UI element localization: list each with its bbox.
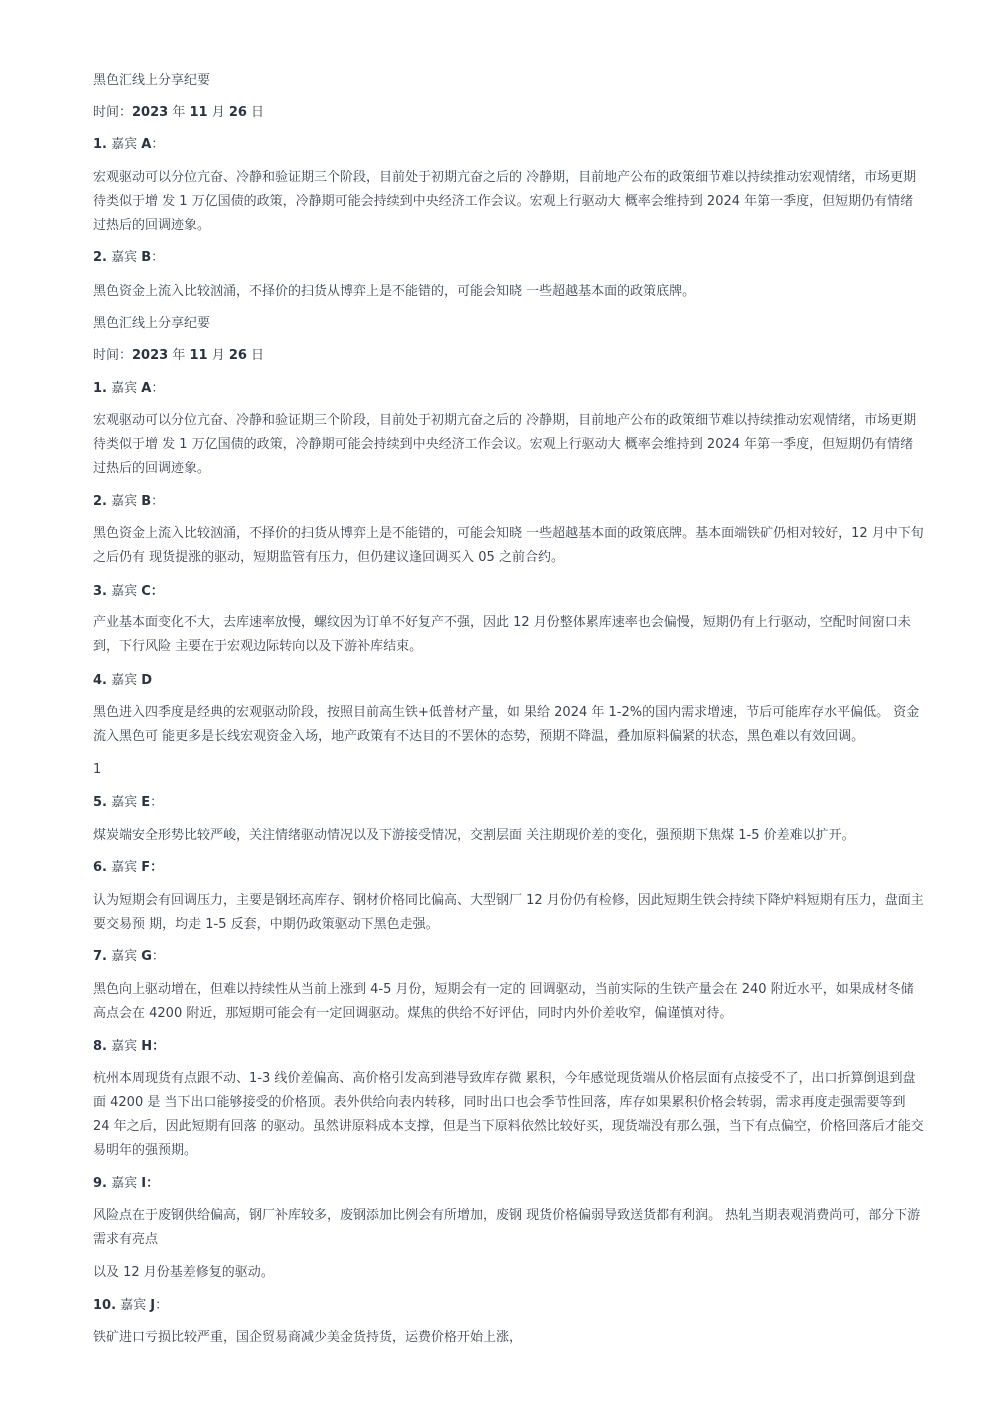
guest-paragraph: 黑色资金上流入比较汹涌，不择价的扫货从博弈上是不能错的，可能会知晓 一些超越基本面的政策底牌。基本面端铁矿仍相对较好，12 月中下旬 之后仍有 现货提涨的驱动，短期监管有压力，但仍建议逢回调买入 05 之前合约。 [93,526,924,565]
guest-heading: 2. 嘉宾 B： [93,250,165,265]
guest-paragraph: 风险点在于废钢供给偏高，钢厂补库较多，废钢添加比例会有所增加，废钢 现货价格偏弱导致送货都有利润。 热轧当期表观消费尚可，部分下游 需求有亮点 [93,1208,921,1247]
guest-heading: 3. 嘉宾 C： [93,584,164,599]
guest-heading: 1. 嘉宾 A： [93,137,165,152]
guest-heading: 10. 嘉宾 J： [93,1298,169,1313]
doc-date: 时间：2023 年 11 月 26 日 [93,105,265,120]
guest-paragraph: 产业基本面变化不大，去库速率放慢，螺纹因为订单不好复产不强，因此 12 月份整体累库速率也会偏慢，短期仍有上行驱动，空配时间窗口未 到，下行风险 主要在于宏观边际转向以及下游补库结束。 [93,615,911,654]
guest-paragraph: 杭州本周现货有点跟不动、1-3 线价差偏高、高价格引发高到港导致库存微 累积，今年感觉现货端从价格层面有点接受不了，出口折算倒退到盘 面 4200 是 当下出口能够接受的价格顶。表外供给向表内转移，同时出口也会季节性回落，库存如果累积价格会转弱，需求再度走强需要等到 24 年之后，因此短期有回落 的驱动。虽然讲原料成本支撑，但是当下原料依然比较好买，现货端没有那么强，当下有点偏空，价格回落后才能交 易明年的强预期。 [93,1071,924,1158]
guest-heading: 2. 嘉宾 B： [93,494,165,509]
guest-heading: 9. 嘉宾 I： [93,1176,160,1191]
guest-paragraph: 以及 12 月份基差修复的驱动。 [93,1265,274,1280]
guest-heading: 8. 嘉宾 H： [93,1039,166,1054]
doc-date: 时间：2023 年 11 月 26 日 [93,348,265,363]
guest-paragraph: 黑色向上驱动增在，但难以持续性从当前上涨到 4-5 月份，短期会有一定的 回调驱动，当前实际的生铁产量会在 240 附近水平，如果成材冬储 高点会在 4200 附近，那短期可能会有一定回调驱动。煤焦的供给不好评估，同时内外价差收窄，偏谨慎对待。 [93,982,914,1021]
guest-paragraph: 宏观驱动可以分位亢奋、冷静和验证期三个阶段，目前处于初期亢奋之后的 冷静期，目前地产公布的政策细节难以持续推动宏观情绪，市场更期 待类似于增 发 1 万亿国债的政策，冷静期可能会持续到中央经济工作会议。宏观上行驱动大 概率会维持到 2024 年第一季度，但短期仍有情绪 过热后的回调迹象。 [93,413,917,476]
guest-heading: 5. 嘉宾 E： [93,795,164,810]
guest-paragraph: 铁矿进口亏损比较严重，国企贸易商减少美金货持货，运费价格开始上涨， [93,1330,523,1345]
guest-heading: 6. 嘉宾 F： [93,860,164,875]
doc-title: 黑色汇线上分享纪要 [93,73,211,88]
guest-paragraph: 黑色进入四季度是经典的宏观驱动阶段，按照目前高生铁+低普材产量，如 果给 2024 年 1-2%的国内需求增速，节后可能库存水平偏低。 资金 流入黑色可 能更多是长线宏观资金入场，地产政策有不达目的不罢休的态势，预期不降温，叠加原料偏紧的状态，黑色难以有效回调。 [93,705,920,744]
guest-heading: 1. 嘉宾 A： [93,381,165,396]
guest-paragraph: 黑色资金上流入比较汹涌，不择价的扫货从博弈上是不能错的，可能会知晓 一些超越基本面的政策底牌。 [93,284,696,299]
page-number: 1 [93,762,102,777]
guest-heading: 4. 嘉宾 D [93,673,153,688]
guest-paragraph: 煤炭端安全形势比较严峻，关注情绪驱动情况以及下游接受情况，交割层面 关注期现价差的变化，强预期下焦煤 1-5 价差难以扩开。 [93,828,855,843]
guest-heading: 7. 嘉宾 G： [93,949,165,964]
guest-paragraph: 认为短期会有回调压力，主要是钢坯高库存、钢材价格同比偏高、大型钢厂 12 月份仍有检修，因此短期生铁会持续下降炉料短期有压力，盘面主 要交易预 期，均走 1-5 反套，中期仍政策驱动下黑色走强。 [93,893,924,932]
doc-title: 黑色汇线上分享纪要 [93,316,211,331]
guest-paragraph: 宏观驱动可以分位亢奋、冷静和验证期三个阶段，目前处于初期亢奋之后的 冷静期，目前地产公布的政策细节难以持续推动宏观情绪，市场更期 待类似于增 发 1 万亿国债的政策，冷静期可能会持续到中央经济工作会议。宏观上行驱动大 概率会维持到 2024 年第一季度，但短期仍有情绪 过热后的回调迹象。 [93,170,917,233]
